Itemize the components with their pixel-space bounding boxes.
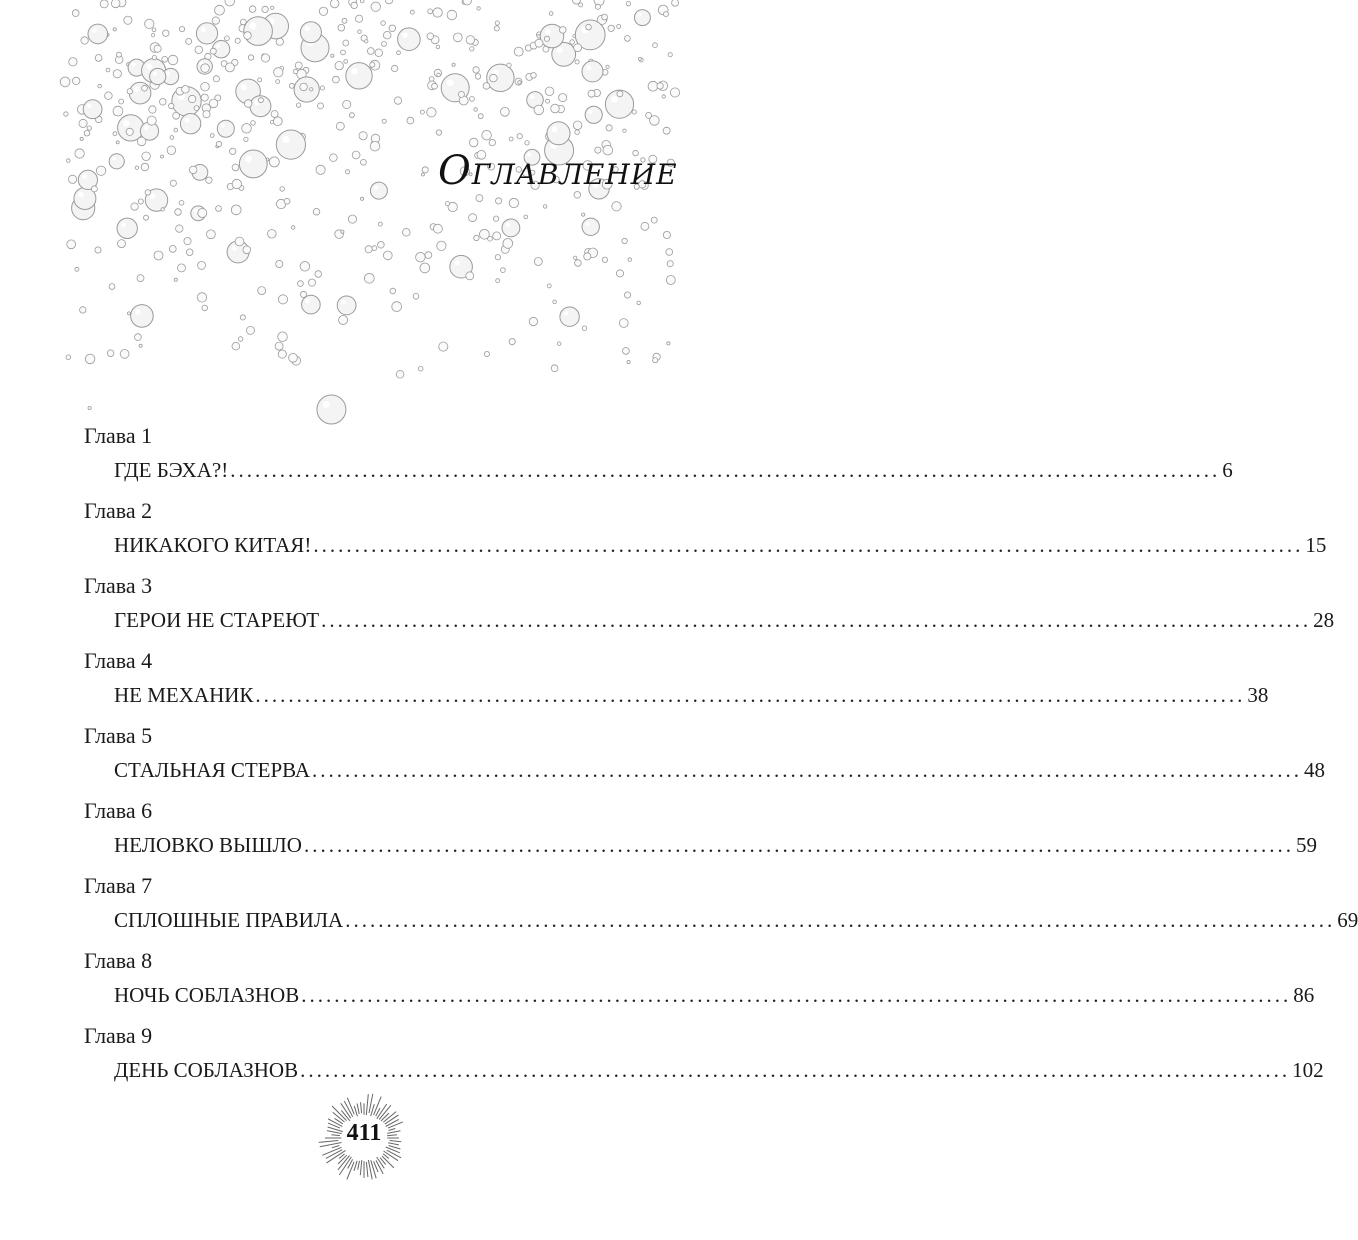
page-number-badge (316, 1090, 412, 1186)
chapter-label: Глава 4 (84, 648, 153, 673)
dot-leader: ........................................................................................................................ (230, 458, 1221, 482)
dot-leader: ........................................................................................................................ (255, 683, 1246, 707)
chapter-line (114, 606, 1335, 634)
chapter-label: Глава 2 (84, 498, 153, 523)
bubbles-decoration-icon (60, 0, 680, 440)
table-of-contents (84, 420, 1358, 1095)
toc-entry[interactable] (84, 495, 1327, 570)
chapter-page-number: 48 (1304, 758, 1326, 782)
chapter-line (114, 1056, 1324, 1084)
chapter-page-number: 69 (1337, 908, 1358, 932)
chapter-title: ГЕРОИ НЕ СТАРЕЮТ (114, 608, 320, 632)
dot-leader: ........................................................................................................................ (303, 833, 1294, 857)
chapter-page-number: 102 (1292, 1058, 1324, 1082)
chapter-line (114, 456, 1233, 484)
toc-entry[interactable] (84, 1020, 1324, 1095)
dot-leader: ........................................................................................................................ (301, 983, 1292, 1007)
chapter-label: Глава 8 (84, 948, 153, 973)
chapter-page-number: 59 (1295, 833, 1317, 857)
chapter-page-number: 15 (1305, 533, 1327, 557)
toc-entry[interactable] (84, 795, 1317, 870)
chapter-page-number: 86 (1293, 983, 1315, 1007)
dot-leader: ........................................................................................................................ (321, 608, 1312, 632)
chapter-line (114, 906, 1358, 934)
dot-leader: ........................................................................................................................ (312, 758, 1303, 782)
chapter-label: Глава 6 (84, 798, 153, 823)
chapter-title: НЕЛОВКО ВЫШЛО (114, 833, 302, 857)
chapter-line (114, 831, 1317, 859)
chapter-page-number: 6 (1222, 458, 1233, 482)
chapter-label: Глава 9 (84, 1023, 153, 1048)
toc-entry[interactable] (84, 570, 1335, 645)
chapter-line (114, 756, 1326, 784)
chapter-title: НИКАКОГО КИТАЯ! (114, 533, 312, 557)
chapter-title: ГДЕ БЭХА?! (114, 458, 229, 482)
dot-leader: ........................................................................................................................ (345, 908, 1336, 932)
chapter-line (114, 981, 1315, 1009)
chapter-label: Глава 3 (84, 573, 153, 598)
chapter-title: НЕ МЕХАНИК (114, 683, 254, 707)
chapter-title: ДЕНЬ СОБЛАЗНОВ (114, 1058, 299, 1082)
chapter-page-number: 38 (1247, 683, 1269, 707)
chapter-page-number: 28 (1313, 608, 1335, 632)
chapter-label: Глава 1 (84, 423, 153, 448)
page-title: Оглавление (438, 148, 678, 194)
chapter-title: СТАЛЬНАЯ СТЕРВА (114, 758, 311, 782)
toc-entry[interactable] (84, 870, 1358, 945)
chapter-line (114, 531, 1327, 559)
toc-entry[interactable] (84, 645, 1269, 720)
chapter-label: Глава 7 (84, 873, 153, 898)
toc-entry[interactable] (84, 720, 1326, 795)
dot-leader: ........................................................................................................................ (313, 533, 1304, 557)
page-number: 411 (346, 1120, 382, 1146)
toc-entry[interactable] (84, 945, 1315, 1020)
toc-entry[interactable] (84, 420, 1233, 495)
chapter-title: НОЧЬ СОБЛАЗНОВ (114, 983, 300, 1007)
chapter-label: Глава 5 (84, 723, 153, 748)
chapter-title: СПЛОШНЫЕ ПРАВИЛА (114, 908, 344, 932)
chapter-line (114, 681, 1269, 709)
dot-leader: ........................................................................................................................ (300, 1058, 1291, 1082)
